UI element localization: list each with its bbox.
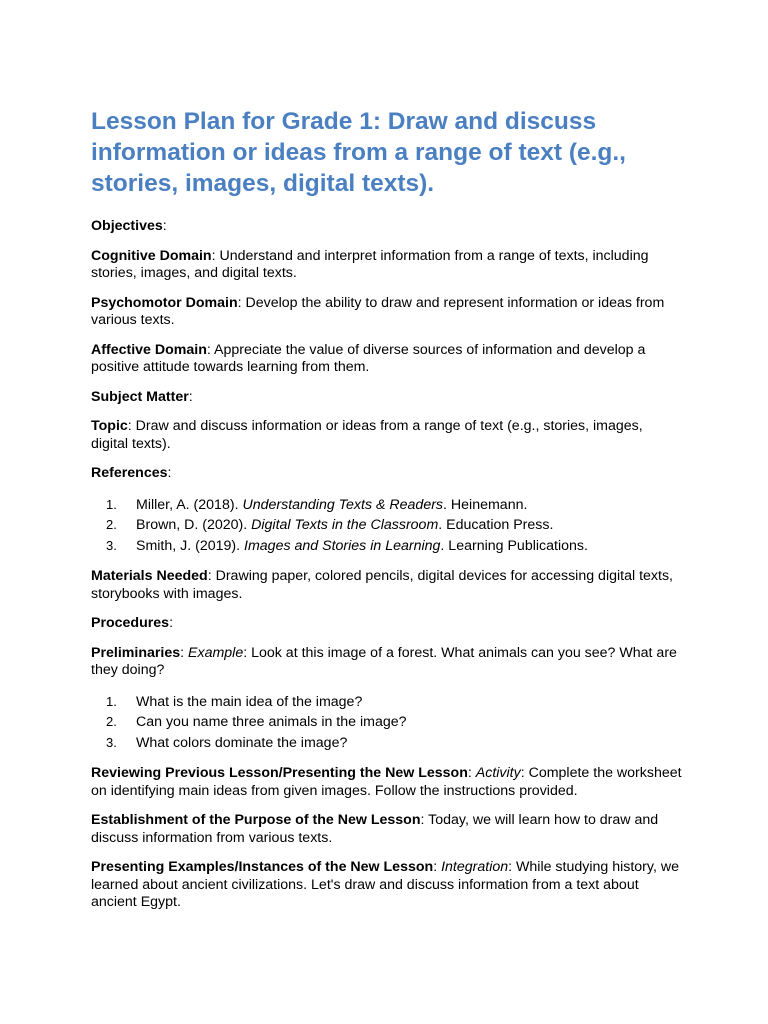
topic-label: Topic — [91, 418, 128, 434]
reviewing-previous-lesson: Reviewing Previous Lesson/Presenting the New Lesson: Activity: Complete the worksheet on identifying main ideas from given images. Follow the instructions provided. — [91, 765, 682, 799]
procedures-label: Procedures — [91, 615, 170, 631]
preliminaries-text: : Look at this image of a forest. What animals can you see? What are they doing? — [91, 644, 677, 678]
presenting-label: Presenting Examples/Instances of the New Lesson — [91, 859, 434, 875]
presenting-text: : While studying history, we learned about ancient civilizations. Let's draw and discuss information from a text about ancient Egypt. — [91, 859, 679, 910]
reference-item: 3. Smith, J. (2019). Images and Stories in Learning. Learning Publications. — [106, 537, 588, 554]
reference-item: 1. Miller, A. (2018). Understanding Texts & Readers. Heinemann. — [106, 496, 528, 513]
reviewing-label: Reviewing Previous Lesson/Presenting the New Lesson — [91, 765, 468, 781]
materials-needed-text: : Drawing paper, colored pencils, digital devices for accessing digital texts, storybooks with images. — [91, 568, 673, 602]
objectives-heading: Objectives: — [91, 218, 167, 234]
subject-matter-label: Subject Matter — [91, 388, 189, 405]
cognitive-domain-label: Cognitive Domain — [91, 247, 212, 264]
psychomotor-domain-text: : Develop the ability to draw and represent information or ideas from various texts. — [91, 294, 665, 328]
preliminaries: Preliminaries: Example: Look at this image of a forest. What animals can you see? What are they doing? — [91, 644, 677, 678]
reference-title: Understanding Texts & Readers — [242, 496, 444, 513]
materials-needed-label: Materials Needed — [91, 568, 208, 584]
presenting-examples: Presenting Examples/Instances of the New Lesson: Integration: While studying history, we learned about ancient civilizations. Let's draw and discuss information from a text about ancient Egypt. — [91, 859, 679, 910]
establishment-of-purpose — [91, 812, 682, 847]
procedures-heading: Procedures: — [91, 615, 174, 631]
objectives-label: Objectives — [91, 218, 163, 234]
materials-needed — [91, 568, 682, 603]
establishment-label: Establishment of the Purpose of the New Lesson — [91, 812, 421, 828]
topic — [91, 418, 682, 453]
topic-text: : Draw and discuss information or ideas from a range of text (e.g., stories, images, digital texts). — [91, 418, 643, 452]
reference-item: 2. Brown, D. (2020). Digital Texts in the Classroom. Education Press. — [106, 517, 554, 533]
references-heading: References: — [91, 465, 172, 481]
references-list — [91, 495, 682, 557]
establishment-text: : Today, we will learn how to draw and discuss information from various texts. — [91, 812, 659, 846]
preliminaries-label: Preliminaries — [91, 644, 181, 661]
subject-matter-heading: Subject Matter: — [91, 388, 193, 405]
preliminaries-questions — [91, 692, 682, 754]
reference-title: Digital Texts in the Classroom — [251, 517, 439, 533]
cognitive-domain-text: : Understand and interpret information from a range of texts, including stories, images, and digital texts. — [91, 247, 649, 281]
affective-domain-label: Affective Domain — [91, 341, 207, 358]
document-title: Lesson Plan for Grade 1: Draw and discuss information or ideas from a range of text (e.g., stories, images, digital texts). — [91, 108, 626, 197]
psychomotor-domain — [91, 295, 682, 330]
reference-title: Images and Stories in Learning — [244, 537, 441, 554]
affective-domain-text: : Appreciate the value of diverse sources of information and develop a positive attitude towards learning from them. — [91, 341, 646, 375]
question-item: 1. What is the main idea of the image? — [106, 693, 363, 710]
question-item: 3. What colors dominate the image? — [106, 734, 348, 751]
question-item: 2. Can you name three animals in the image? — [106, 714, 407, 730]
reviewing-text: : Complete the worksheet on identifying main ideas from given images. Follow the instructions provided. — [91, 765, 682, 799]
affective-domain — [91, 342, 682, 377]
cognitive-domain — [91, 248, 682, 283]
references-label: References — [91, 465, 168, 481]
psychomotor-domain-label: Psychomotor Domain — [91, 294, 238, 311]
